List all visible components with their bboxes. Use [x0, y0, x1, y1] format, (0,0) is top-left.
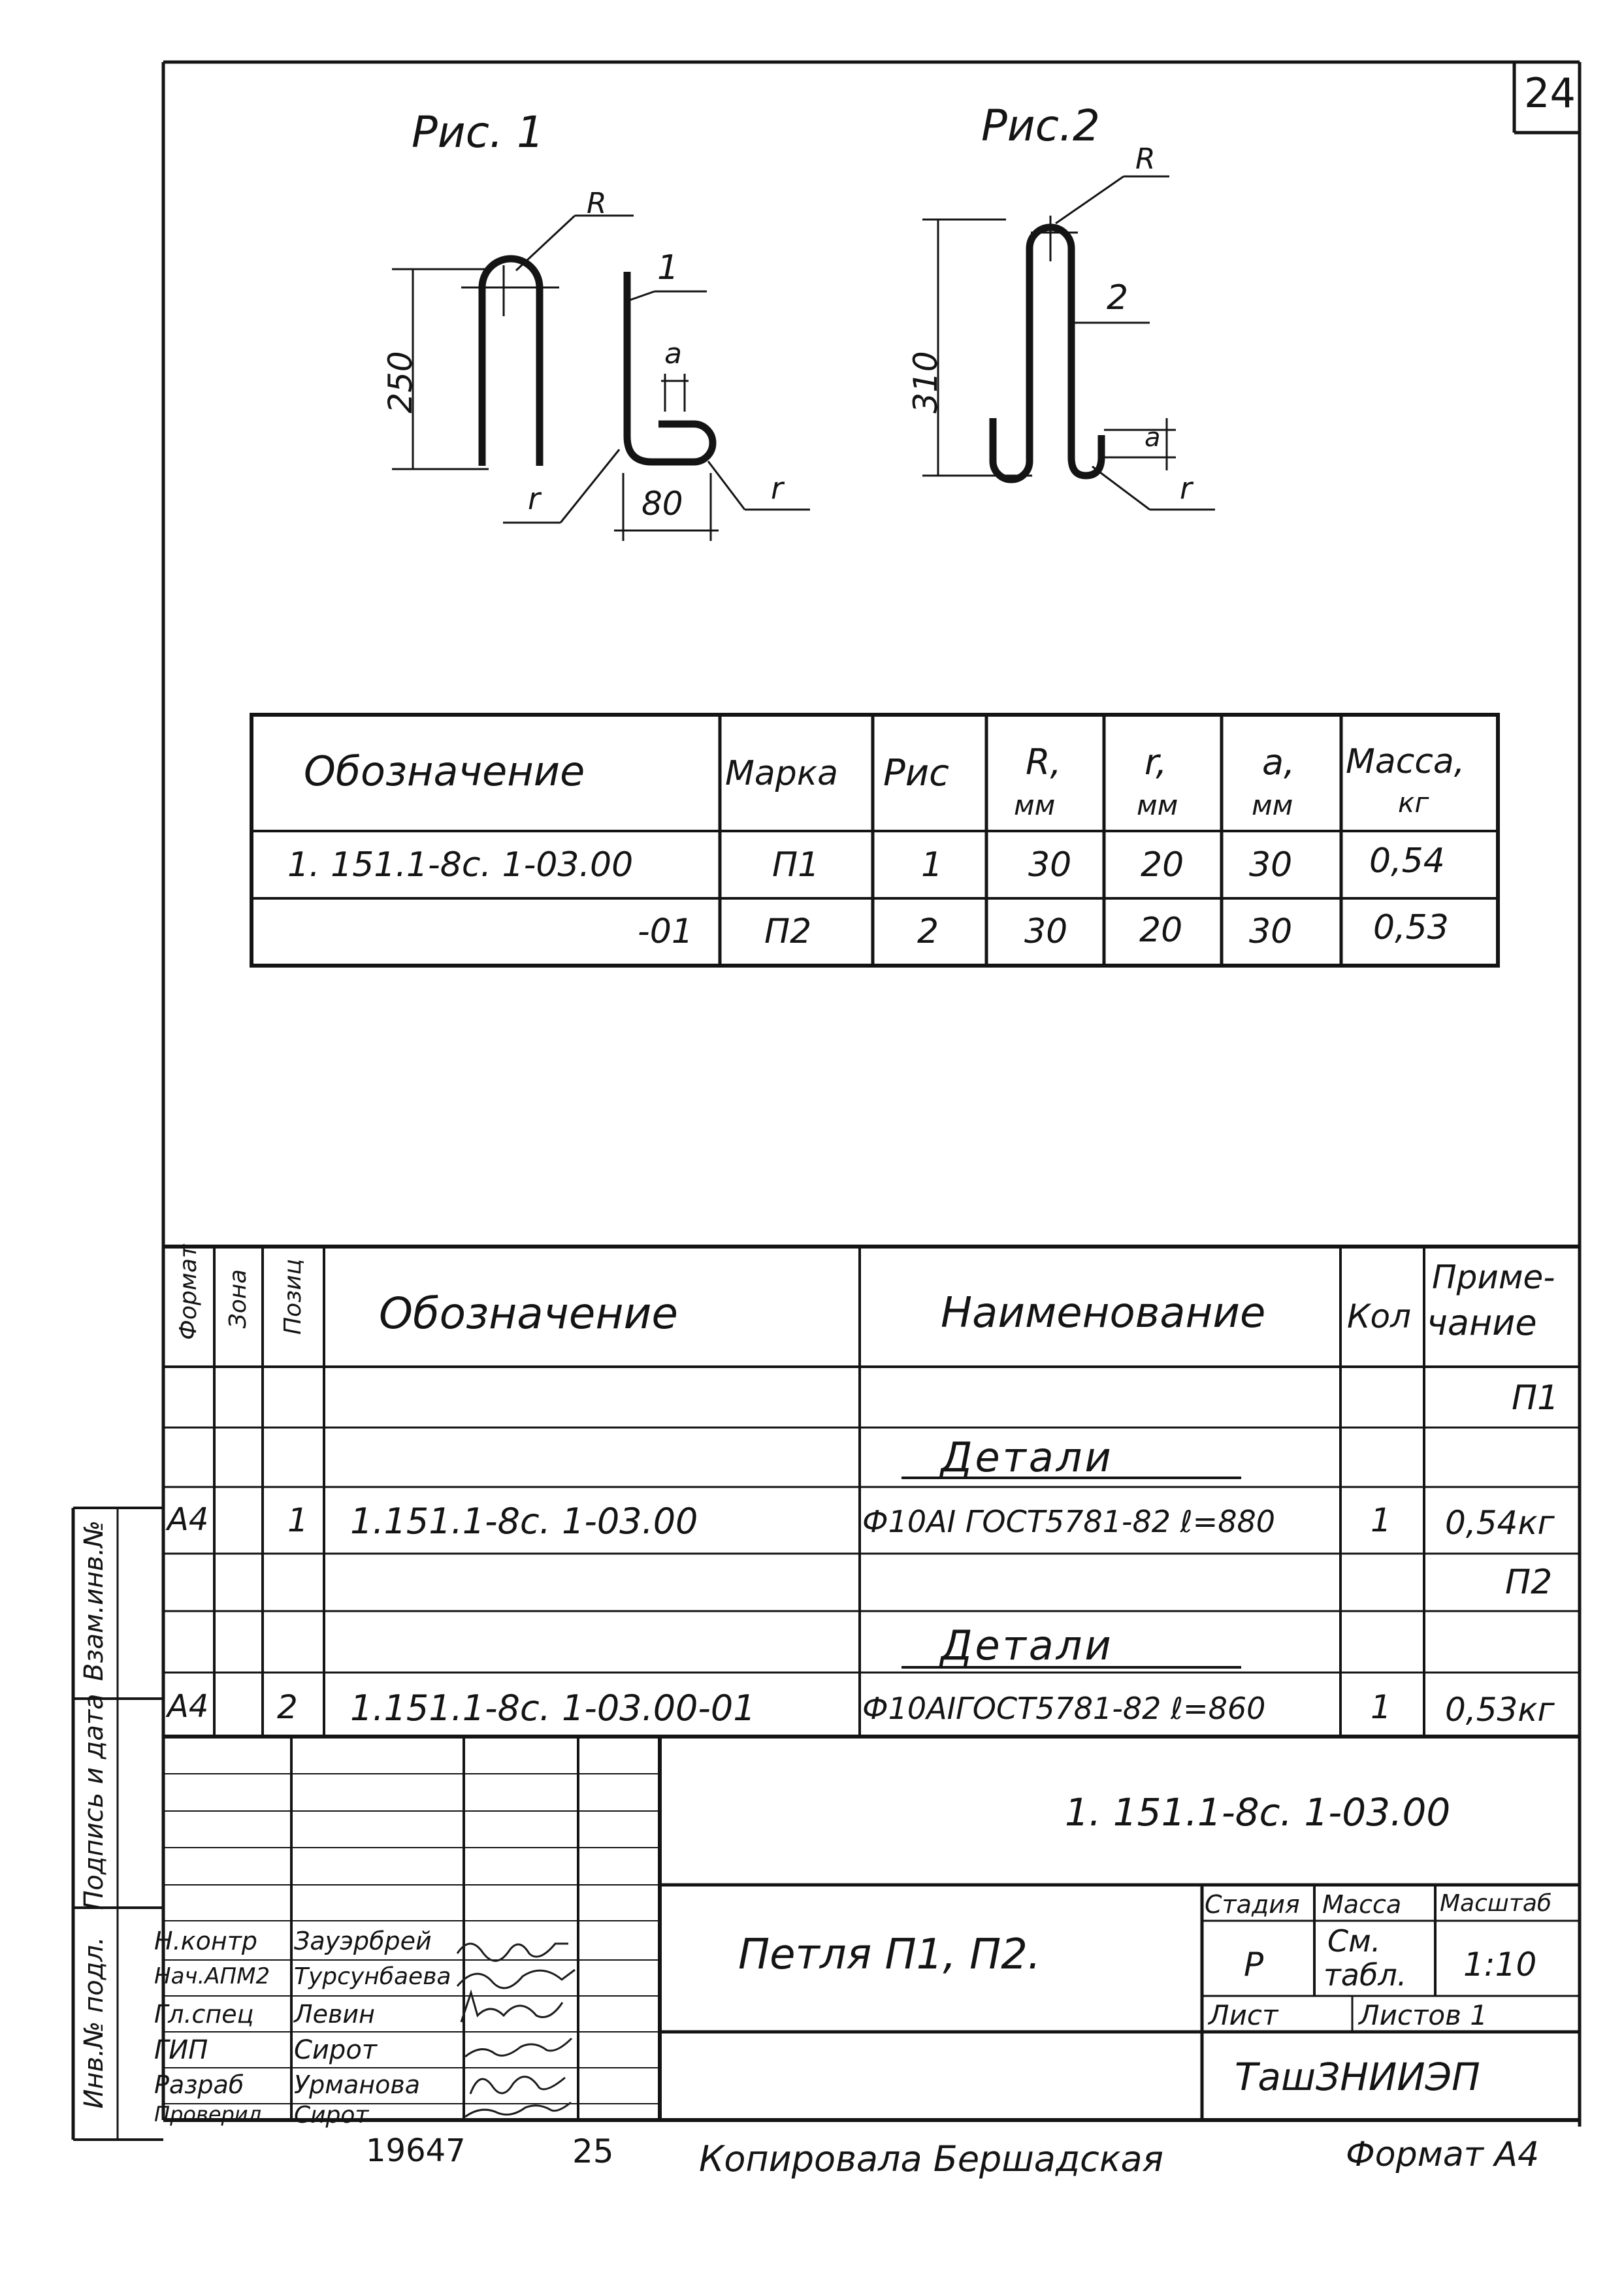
scale-value: 1:10	[1463, 1946, 1537, 1984]
spec-row-note-p1: П1	[1512, 1379, 1559, 1418]
figure2-title: Рис.2	[981, 101, 1100, 151]
param-row1-mass: 0,54	[1369, 841, 1445, 881]
signer-name-2: Турсунбаева	[294, 1963, 451, 1990]
signer-role-6: Проверил	[154, 2102, 262, 2127]
signer-name-3: Левин	[294, 2000, 375, 2029]
spec-header-pos: Позиц	[280, 1258, 306, 1335]
param-row2-mass: 0,53	[1373, 908, 1449, 947]
spec-row-note-p2: П2	[1505, 1563, 1553, 1602]
param-header-mass-unit: кг	[1398, 787, 1429, 819]
stage-label: Стадия	[1205, 1890, 1300, 1919]
param-header-mass: Масса,	[1346, 742, 1465, 781]
mass-value-1: См.	[1327, 1923, 1381, 1959]
param-header-a-unit: мм	[1252, 789, 1293, 821]
signer-role-1: Н.контр	[154, 1927, 257, 1955]
param-row2-mark: П2	[764, 912, 812, 951]
param-header-R-unit: мм	[1014, 789, 1056, 821]
signer-name-1: Зауэрбрей	[294, 1927, 432, 1955]
spec-row-section-details-1: Детали	[941, 1433, 1114, 1481]
footer-page: 25	[572, 2132, 614, 2170]
param-header-designation: Обозначение	[304, 747, 585, 795]
param-header-r-unit: мм	[1137, 789, 1178, 821]
param-header-R: R,	[1026, 742, 1062, 783]
param-row1-designation: 1. 151.1-8с. 1-03.00	[287, 845, 634, 885]
signer-name-5: Урманова	[294, 2070, 421, 2099]
stage-value: Р	[1244, 1946, 1264, 1984]
figure2-radius-label: R	[1135, 142, 1156, 176]
figure2-r-label: r	[1180, 470, 1192, 506]
spec-header-note-1: Приме-	[1432, 1258, 1555, 1296]
spec-row1-designation: 1.151.1-8с. 1-03.00	[350, 1501, 698, 1542]
drawing-title: Петля П1, П2.	[738, 1931, 1041, 1979]
doc-code: 1. 151.1-8с. 1-03.00	[1065, 1790, 1451, 1835]
figure1-r-right-label: r	[771, 470, 783, 506]
param-header-r: r,	[1145, 742, 1167, 783]
param-row2-r: 20	[1139, 911, 1183, 950]
spec-row1-pos: 1	[287, 1501, 308, 1539]
footer-format: Формат А4	[1346, 2135, 1540, 2174]
param-row1-fig: 1	[921, 845, 943, 885]
spec-row2-note: 0,53кг	[1445, 1691, 1555, 1729]
param-row1-a: 30	[1249, 845, 1293, 885]
signer-role-4: ГИП	[154, 2035, 208, 2065]
param-row2-fig: 2	[917, 912, 939, 951]
sheets-label: Листов 1	[1359, 1999, 1487, 2031]
signatures	[457, 1944, 575, 2117]
signer-name-4: Сирот	[294, 2035, 378, 2065]
figure1-title: Рис. 1	[412, 107, 544, 157]
figure1-height-dim: 250	[382, 351, 419, 414]
spec-row2-qty: 1	[1371, 1688, 1391, 1726]
param-row1-r: 20	[1141, 845, 1184, 885]
signer-role-3: Гл.спец	[154, 2000, 254, 2029]
figure2-a-label: a	[1145, 423, 1161, 453]
sheet-number: 24	[1524, 69, 1576, 117]
side-stamp-inv-podl: Инв.№ подл.	[79, 1936, 109, 2109]
figure2-height-dim: 310	[907, 351, 945, 414]
signer-name-6: Сирот	[294, 2102, 369, 2129]
signer-role-2: Нач.АПМ2	[154, 1963, 270, 1989]
spec-header-designation: Обозначение	[379, 1288, 678, 1339]
spec-header-zone: Зона	[225, 1269, 252, 1329]
figure1-a-label: a	[664, 337, 682, 370]
spec-row-section-details-2: Детали	[941, 1622, 1114, 1669]
scale-label: Масштаб	[1440, 1890, 1552, 1917]
spec-row1-qty: 1	[1371, 1501, 1391, 1539]
param-row1-mark: П1	[772, 845, 820, 885]
organization: ТашЗНИИЭП	[1235, 2055, 1480, 2099]
figure2-position-label: 2	[1107, 278, 1129, 318]
spec-row1-name: Ф10АI ГОСТ5781-82 ℓ=880	[862, 1504, 1276, 1539]
footer-copied-by: Копировала Бершадская	[699, 2138, 1164, 2180]
figure1-position-label: 1	[657, 248, 679, 287]
param-row2-R: 30	[1024, 912, 1068, 951]
sheet-label: Лист	[1209, 1999, 1278, 2031]
spec-row2-designation: 1.151.1-8с. 1-03.00-01	[350, 1688, 756, 1729]
side-stamp-vzam-inv: Взам.инв.№	[79, 1520, 109, 1682]
spec-row1-format: А4	[167, 1501, 209, 1538]
param-row2-designation: -01	[638, 912, 693, 951]
spec-header-note-2: чание	[1427, 1302, 1537, 1343]
param-row1-R: 30	[1028, 845, 1072, 885]
spec-header-name: Наименование	[941, 1289, 1266, 1337]
figure1-r-left-label: r	[528, 481, 540, 516]
spec-row2-pos: 2	[277, 1688, 298, 1726]
side-stamp-podpis-data: Подпись и дата	[79, 1693, 109, 1910]
spec-header-format: Формат	[175, 1244, 202, 1340]
mass-label: Масса	[1322, 1890, 1402, 1919]
spec-row1-note: 0,54кг	[1445, 1504, 1555, 1542]
param-row2-a: 30	[1249, 912, 1293, 951]
param-header-mark: Марка	[725, 754, 839, 793]
mass-value-2: табл.	[1324, 1957, 1407, 1993]
param-header-fig: Рис	[883, 752, 949, 794]
spec-row2-name: Ф10АIГОСТ5781-82 ℓ=860	[862, 1691, 1266, 1726]
signer-role-5: Разраб	[154, 2070, 244, 2099]
figure1-radius-label: R	[587, 187, 607, 220]
param-header-a: a,	[1262, 742, 1295, 783]
spec-row2-format: А4	[167, 1688, 209, 1725]
footer-number: 19647	[366, 2132, 466, 2169]
spec-header-qty: Кол	[1347, 1298, 1412, 1335]
figure1-width-dim: 80	[641, 485, 683, 523]
